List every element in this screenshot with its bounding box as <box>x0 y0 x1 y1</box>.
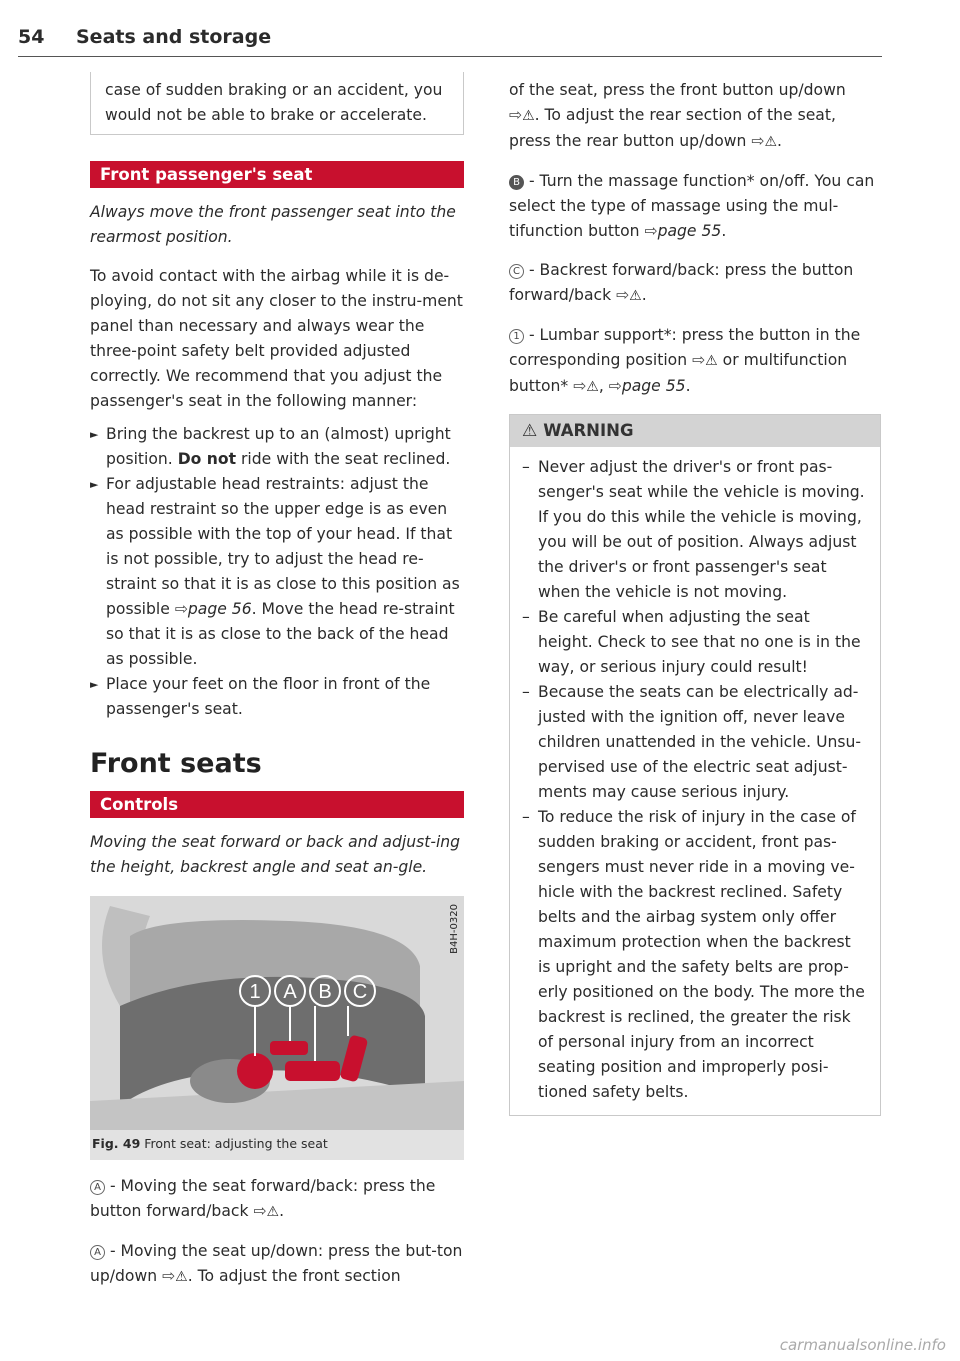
page-ref-link[interactable]: page 55 <box>621 377 686 395</box>
label-a-icon: A <box>90 1180 105 1195</box>
right-column <box>509 78 881 1116</box>
list-item: ► Bring the backrest up to an (almost) upright position. Do not ride with the seat reclined. <box>90 422 464 472</box>
bullet-icon: ► <box>90 428 99 441</box>
warning-icon: ⚠ <box>705 353 718 369</box>
list-item: – Never adjust the driver's or front pas-senger's seat while the vehicle is moving. If you do this while the vehicle is moving, you will be out of position. Always adjust the driver's or front passenger's seat when the vehicle is not moving. <box>522 458 865 601</box>
arrow-icon: ⇨ <box>608 377 622 395</box>
item-1: 1 - Lumbar support*: press the button in the corresponding position ⇨⚠ or multifunction button* ⇨⚠, ⇨page 55. <box>509 326 861 395</box>
warning-icon: ⚠ <box>266 1204 280 1220</box>
passenger-text: To avoid contact with the airbag while it is de-ploying, do not sit any closer to the instru-ment panel than necessary and always wear the three-point safety belt provided adjusted correctly. We recommend that you adjust the passenger's seat in the following manner: <box>90 267 463 410</box>
arrow-icon: ⇨ <box>162 1267 176 1285</box>
figure-code: B4H-0320 <box>449 904 460 954</box>
label-a-icon: A <box>90 1245 105 1260</box>
page-ref-link[interactable]: page 56 <box>187 600 252 618</box>
passenger-intro: Always move the front passenger seat into the rearmost position. <box>90 203 456 246</box>
controls-heading: Controls <box>90 791 464 818</box>
item-c: C - Backrest forward/back: press the button forward/back ⇨⚠. <box>509 261 854 304</box>
seat-controls-illustration <box>90 896 464 1130</box>
arrow-icon: ⇨ <box>253 1202 267 1220</box>
warning-icon: ⚠ <box>586 379 599 395</box>
label-a: A <box>283 981 297 1003</box>
warning-header: ⚠ WARNING <box>510 415 880 447</box>
controls-intro: Moving the seat forward or back and adjust-ing the height, backrest angle and seat an-gle. <box>90 833 461 876</box>
list-item: ► For adjustable head restraints: adjust the head restraint so the upper edge is as even as possible with the top of your head. If that is not possible, try to adjust the head re-straint so that it is as close to this position as possible ⇨page 56. Move the head re-straint so that it is as close to the back of the head as possible. <box>90 472 464 672</box>
list-item: – Be careful when adjusting the seat height. Check to see that no one is in the way, or serious injury could result! <box>522 608 861 676</box>
warning-icon: ⚠ <box>629 288 642 304</box>
passenger-steps <box>90 422 464 722</box>
warning-list <box>510 447 880 1115</box>
watermark: carmanualsonline.info <box>779 1336 946 1354</box>
label-b: B <box>318 981 332 1003</box>
bullet-icon: ► <box>90 678 99 691</box>
arrow-icon: ⇨ <box>751 132 765 150</box>
list-item: ► Place your feet on the floor in front of the passenger's seat. <box>90 672 464 722</box>
arrow-icon: ⇨ <box>616 286 630 304</box>
label-1: 1 <box>249 981 261 1003</box>
warning-icon: ⚠ <box>522 421 538 441</box>
warning-icon: ⚠ <box>175 1269 188 1285</box>
item-b: B - Turn the massage function* on/off. You can select the type of massage using the mul-tifunction button ⇨page 55. <box>509 172 875 240</box>
item-a-continued: of the seat, press the front button up/down ⇨⚠. To adjust the rear section of the seat, press the rear button up/down ⇨⚠. <box>509 81 846 150</box>
warning-icon: ⚠ <box>522 108 535 124</box>
label-1-icon: 1 <box>509 329 524 344</box>
label-b-icon: B <box>509 175 524 190</box>
figure-caption: Fig. 49 Front seat: adjusting the seat <box>90 1130 464 1160</box>
item-a-forward: A - Moving the seat forward/back: press the button forward/back ⇨⚠. <box>90 1177 436 1220</box>
seat-figure <box>90 896 464 1130</box>
arrow-icon: ⇨ <box>692 351 706 369</box>
section-title: Front seats <box>90 748 262 779</box>
left-column <box>90 72 464 1290</box>
label-c: C <box>352 981 368 1003</box>
arrow-icon: ⇨ <box>509 106 523 124</box>
list-item: – Because the seats can be electrically ad-justed with the ignition off, never leave children unattended in the vehicle. Unsu-pervised use of the electric seat adjust-ments may cause serious injury. <box>522 683 861 801</box>
chapter-title: Seats and storage <box>76 26 272 48</box>
warning-icon: ⚠ <box>764 134 777 150</box>
page-ref-link[interactable]: page 55 <box>657 222 722 240</box>
continued-warning-box: case of sudden braking or an accident, you would not be able to brake or accelerate. <box>90 72 464 135</box>
passenger-seat-heading: Front passenger's seat <box>90 161 464 188</box>
page-header <box>18 24 882 57</box>
arrow-icon: ⇨ <box>644 222 658 240</box>
arrow-icon: ⇨ <box>174 600 188 618</box>
list-item: – To reduce the risk of injury in the case of sudden braking or accident, front pas-sengers must never ride in a moving ve-hicle with the backrest reclined. Safety belts and the airbag system only offer maximum protection when the backrest is upright and the safety belts are prop-erly positioned on the body. The more the backrest is reclined, the greater the risk of personal injury from an incorrect seating position and improperly posi-tioned safety belts. <box>522 808 865 1101</box>
page-number: 54 <box>18 26 45 48</box>
label-c-icon: C <box>509 264 524 279</box>
item-a-updown: A - Moving the seat up/down: press the but-ton up/down ⇨⚠. To adjust the front section <box>90 1242 463 1285</box>
arrow-icon: ⇨ <box>573 377 587 395</box>
bullet-icon: ► <box>90 478 99 491</box>
warning-box <box>509 414 881 1116</box>
